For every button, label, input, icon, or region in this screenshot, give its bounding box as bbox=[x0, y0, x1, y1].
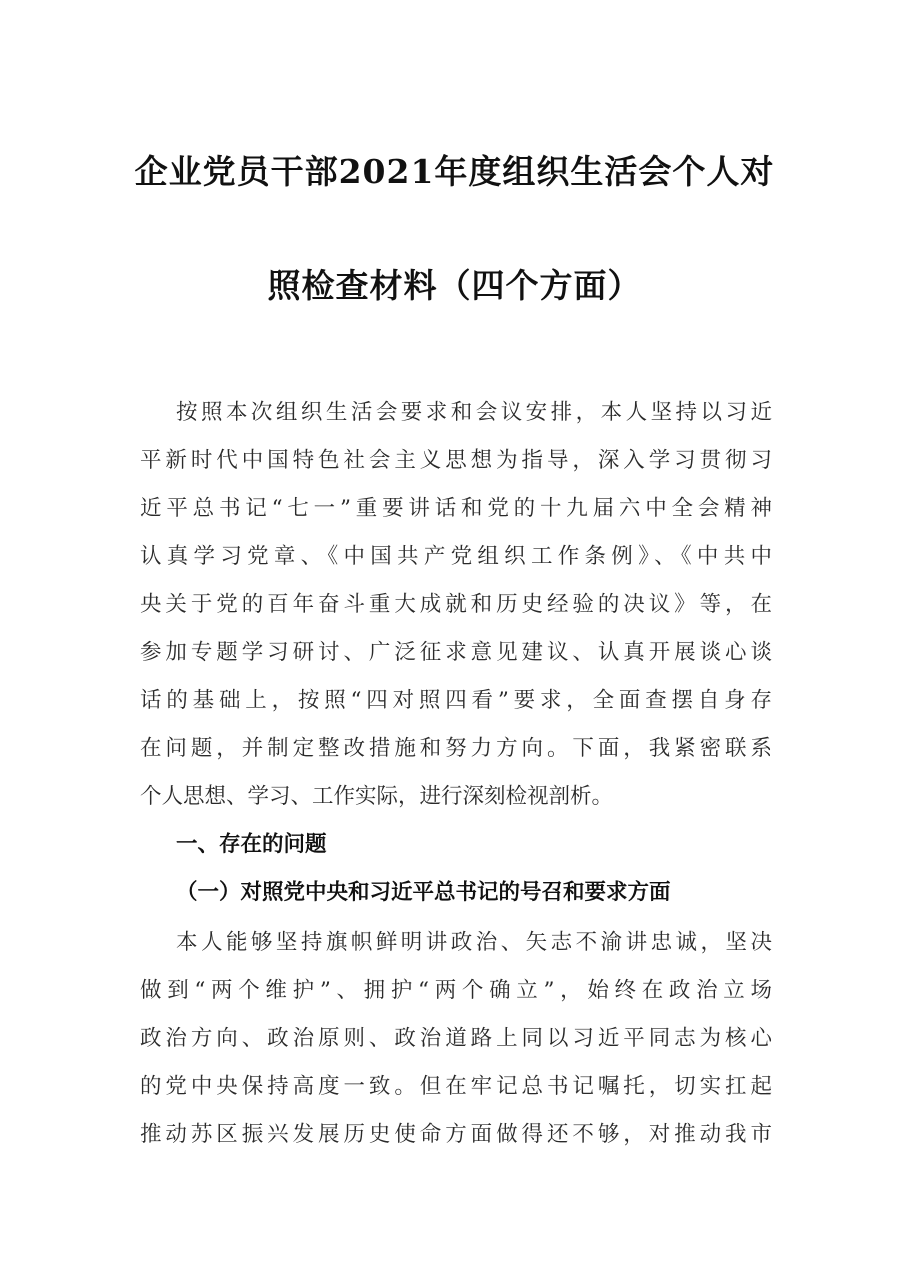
section-heading: 一、存在的问题 bbox=[176, 832, 327, 857]
paragraph-2-line-1: 本人能够坚持旗帜鲜明讲政治、矢志不渝讲忠诚，坚决 bbox=[176, 930, 772, 955]
paragraph-1-line-7: 话的基础上，按照“四对照四看”要求，全面查摆自身存 bbox=[140, 688, 772, 713]
paragraph-1-line-5: 央关于党的百年奋斗重大成就和历史经验的决议》等，在 bbox=[140, 592, 772, 617]
paragraph-1-line-9: 个人思想、学习、工作实际，进行深刻检视剖析。 bbox=[140, 784, 614, 809]
paragraph-1-line-1: 按照本次组织生活会要求和会议安排，本人坚持以习近 bbox=[176, 400, 772, 425]
paragraph-1-line-4: 认真学习党章、《中国共产党组织工作条例》、《中共中 bbox=[140, 544, 772, 569]
paragraph-1-line-3: 近平总书记“七一”重要讲话和党的十九届六中全会精神 bbox=[140, 496, 772, 521]
paragraph-2-line-5: 推动苏区振兴发展历史使命方面做得还不够，对推动我市 bbox=[140, 1122, 772, 1147]
paragraph-1-line-8: 在问题，并制定整改措施和努力方向。下面，我紧密联系 bbox=[140, 736, 772, 761]
paragraph-2-line-4: 的党中央保持高度一致。但在牢记总书记嘱托，切实扛起 bbox=[140, 1074, 772, 1099]
paragraph-1-line-6: 参加专题学习研讨、广泛征求意见建议、认真开展谈心谈 bbox=[140, 640, 772, 665]
paragraph-2-line-3: 政治方向、政治原则、政治道路上同以习近平同志为核心 bbox=[140, 1026, 772, 1051]
paragraph-2-line-2: 做到“两个维护”、拥护“两个确立”，始终在政治立场 bbox=[140, 978, 772, 1003]
document-title-line-2: 照检查材料（四个方面） bbox=[267, 266, 642, 305]
document-title-line-1: 企业党员干部2021年度组织生活会个人对 bbox=[134, 152, 775, 191]
subsection-heading: （一）对照党中央和习近平总书记的号召和要求方面 bbox=[176, 880, 671, 905]
paragraph-1-line-2: 平新时代中国特色社会主义思想为指导，深入学习贯彻习 bbox=[140, 448, 772, 473]
